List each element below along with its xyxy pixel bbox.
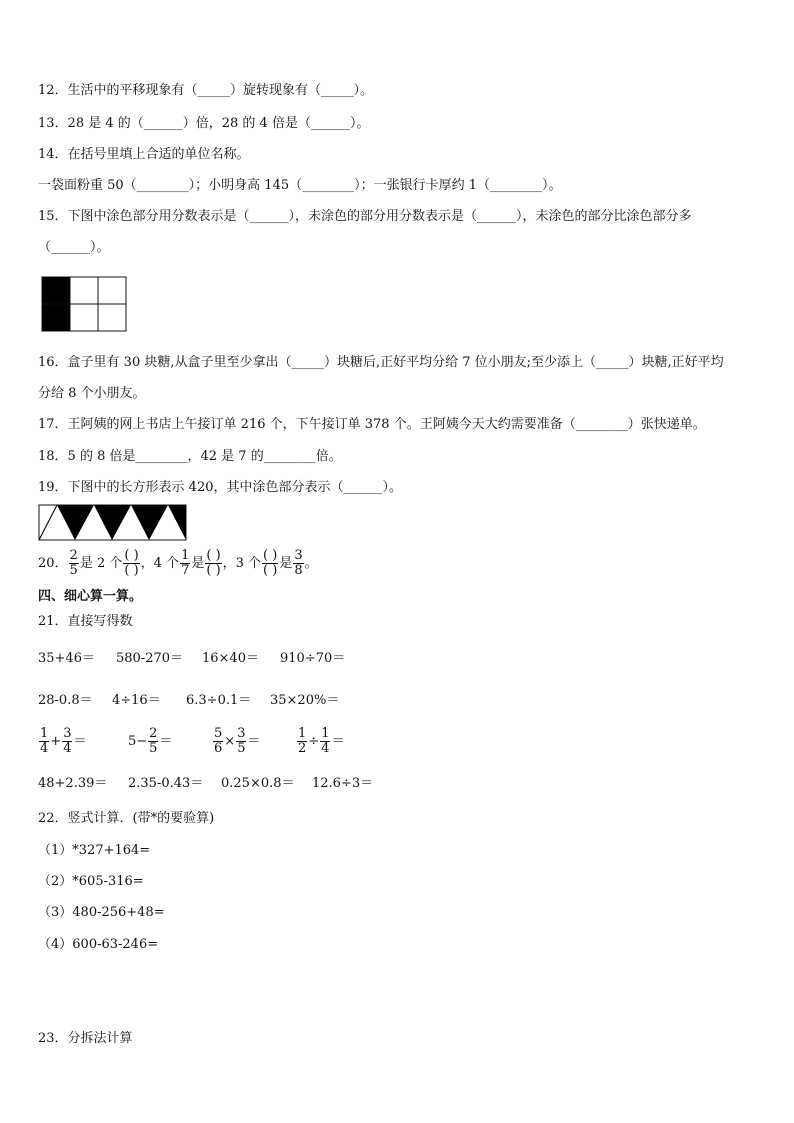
fraction: $\frac{2}{5}$: [69, 548, 78, 578]
calc-item: 4÷16＝: [112, 693, 161, 708]
fraction-blank: $\frac{( )}{( )}$: [124, 548, 139, 578]
calc-item: 5− $\frac{2}{5}$ ＝: [128, 726, 173, 756]
calc-item: 910÷70＝: [280, 651, 346, 666]
fraction: $\frac{3}{8}$: [294, 548, 303, 578]
question-19: 19．下图中的长方形表示 420，其中涂色部分表示（______）。: [38, 480, 402, 495]
calc-item: $\frac{1}{2}$ ÷ $\frac{1}{4}$ ＝: [298, 726, 345, 756]
shaded-triangles-rectangle: [38, 504, 188, 542]
q22-item: （4）600-63-246=: [38, 937, 159, 952]
shaded-cell: [42, 304, 70, 331]
calc-item: 28-0.8＝: [38, 693, 93, 708]
q20-prefix: 20．: [38, 556, 68, 571]
question-17: 17．王阿姨的网上书店上午接订单 216 个，下午接订单 378 个。王阿姨今天大约需要准备（________）张快递单。: [38, 417, 706, 432]
fraction-blank: $\frac{( )}{( )}$: [263, 548, 278, 578]
question-16: 16．盒子里有 30 块糖,从盒子里至少拿出（_____）块糖后,正好平均分给 7 位小朋友;至少添上（_____）块糖,正好平均: [38, 355, 724, 370]
question-13: 13．28 是 4 的（______）倍，28 的 4 倍是（______）。: [38, 116, 370, 131]
question-20: 20． $\frac{2}{5}$ 是 2 个 $\frac{( )}{( )}$ ，4 个 $\frac{1}{7}$ 是 $\frac{( )}{( )}$ ，3 个 $\frac{( )}{( )}$ 是 $\frac{3}{8}$ 。: [38, 548, 318, 578]
calc-item: 16×40＝: [202, 651, 259, 666]
question-14-blanks: 一袋面粉重 50（________）；小明身高 145（________）；一张银行卡厚约 1（________）。: [38, 178, 562, 193]
question-12: 12．生活中的平移现象有（_____）旋转现象有（_____）。: [38, 83, 374, 98]
fraction: $\frac{1}{7}$: [181, 548, 190, 578]
fraction-blank: $\frac{( )}{( )}$: [206, 548, 221, 578]
calc-item: 48+2.39＝: [38, 776, 108, 791]
question-14: 14．在括号里填上合适的单位名称。: [38, 147, 250, 162]
calc-item: 12.6÷3＝: [312, 776, 374, 791]
q22-item: （1）*327+164=: [38, 843, 151, 858]
question-16-cont: 分给 8 个小朋友。: [38, 386, 146, 401]
question-15-cont: （______）。: [38, 240, 110, 255]
calc-item: 35×20%＝: [270, 693, 340, 708]
calc-item: 35+46＝: [38, 651, 95, 666]
q22-item: （2）*605-316=: [38, 874, 144, 889]
calc-item: 6.3÷0.1＝: [186, 693, 252, 708]
question-18: 18．5 的 8 倍是________，42 是 7 的________倍。: [38, 449, 342, 464]
section-heading: 四、细心算一算。: [38, 589, 143, 604]
calc-item: $\frac{1}{4}$ + $\frac{3}{4}$ ＝: [40, 726, 87, 756]
shaded-grid-figure: [41, 276, 127, 332]
calc-item: $\frac{5}{6}$ × $\frac{3}{5}$ ＝: [214, 726, 261, 756]
q22-item: （3）480-256+48=: [38, 905, 165, 920]
question-15: 15．下图中涂色部分用分数表示是（______），未涂色的部分用分数表示是（______），未涂色的部分比涂色部分多: [38, 209, 692, 224]
shaded-cell: [42, 277, 70, 304]
calc-item: 580-270＝: [116, 651, 184, 666]
calc-item: 0.25×0.8＝: [221, 776, 295, 791]
calc-item: 2.35-0.43＝: [128, 776, 204, 791]
question-22: 22．竖式计算．(带*的要验算): [38, 811, 215, 826]
question-21: 21．直接写得数: [38, 614, 133, 629]
question-23: 23．分拆法计算: [38, 1031, 133, 1046]
